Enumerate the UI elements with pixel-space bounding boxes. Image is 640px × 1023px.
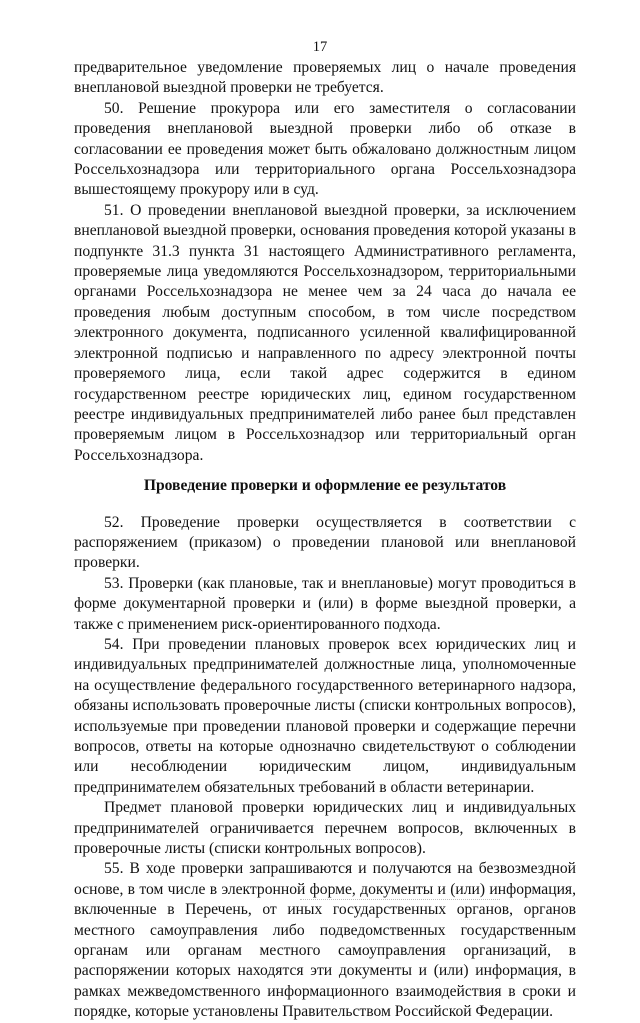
paragraph-52: 52. Проведение проверки осуществляется в соответствии с распоряжением (приказом) о проведении плановой или внеплановой проверки.	[74, 513, 576, 572]
document-body	[74, 58, 576, 1023]
paragraph-51: 51. О проведении внеплановой выездной проверки, за исключением внеплановой выездной проверки, основания проведения которой указаны в подпункте 31.3 пункта 31 настоящего Административного регламента, проверяемые лица уведомляются Россельхознадзором, территориальными органами Россельхознадзора не менее чем за 24 часа до начала ее проведения любым доступным способом, в том числе посредством электронного документа, подписанного усиленной квалифицированной электронной подписью и направленного по адресу электронной почты проверяемого лица, если такой адрес содержится в едином государственном реестре юридических лиц, едином государственном реестре индивидуальных предпринимателей либо ранее был представлен проверяемым лицом в Россельхознадзор или территориальный орган Россельхознадзора.	[74, 201, 576, 464]
paragraph-continuation: предварительное уведомление проверяемых лиц о начале проведения внеплановой выездной проверки не требуется.	[74, 59, 576, 97]
paragraph-50: 50. Решение прокурора или его заместителя о согласовании проведения внеплановой выездной проверки либо об отказе в согласовании ее проведения может быть обжаловано должностным лицом Россельхознадзора или территориального органа Россельхознадзора вышестоящему прокурору или в суд.	[74, 99, 576, 199]
section-heading: Проведение проверки и оформление ее результатов	[143, 477, 507, 495]
paragraph-54-subject: Предмет плановой проверки юридических лиц и индивидуальных предпринимателей ограничивается перечнем вопросов, включенных в проверочные листы (списки контрольных вопросов).	[74, 799, 576, 858]
paragraph-55: 55. В ходе проверки запрашиваются и получаются на безвозмездной основе, в том числе в электронной форме, документы и (или) информация, включенные в Перечень, от иных государственных органов, органов местного самоуправления либо подведомственных государственным органам или органам местного самоуправления организаций, в распоряжении которых находятся эти документы и (или) информация, в рамках межведомственного информационного взаимодействия в сроки и порядке, которые установлены Правительством Российской Федерации.	[74, 860, 576, 1021]
page-number: 17	[312, 39, 328, 55]
paragraph-53: 53. Проверки (как плановые, так и внеплановые) могут проводиться в форме документарной проверки и (или) в форме выездной проверки, а также с применением риск-ориентированного подхода.	[74, 574, 576, 633]
paragraph-54: 54. При проведении плановых проверок всех юридических лиц и индивидуальных предпринимателей должностные лица, уполномоченные на осуществление федерального государственного ветеринарного надзора, обязаны использовать проверочные листы (списки контрольных вопросов), используемые при проведении плановой проверки и содержащие перечни вопросов, ответы на которые однозначно свидетельствуют о соблюдении или несоблюдении юридическим лицом, индивидуальным предпринимателем обязательных требований в области ветеринарии.	[74, 635, 576, 796]
scan-artifact-line	[300, 899, 500, 901]
